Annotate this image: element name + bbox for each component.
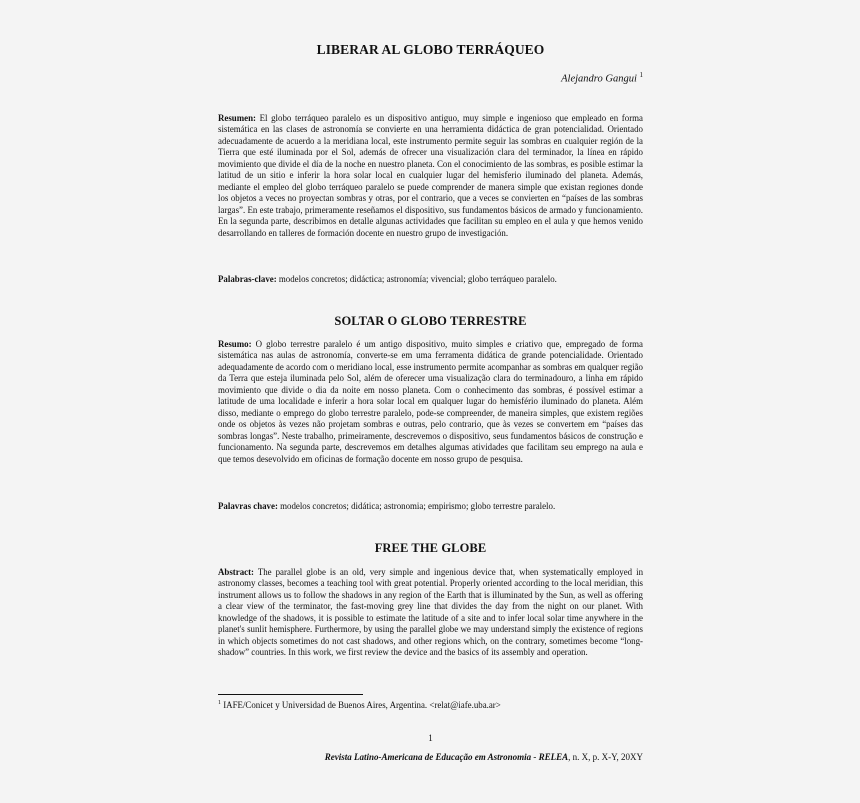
resumo-paragraph xyxy=(218,339,643,465)
palabras-clave-section xyxy=(218,274,643,285)
abstract-section xyxy=(218,567,643,659)
title-english: FREE THE GLOBE xyxy=(374,541,487,555)
title-spanish: LIBERAR AL GLOBO TERRÁQUEO xyxy=(316,42,545,57)
page-number: 1 xyxy=(428,733,433,743)
journal-info: , n. X, p. X-Y, 20XY xyxy=(568,752,643,762)
footnote-text: IAFE/Conicet y Universidad de Buenos Aires, Argentina. <relat@iafe.uba.ar> xyxy=(223,700,501,710)
journal-reference xyxy=(325,752,643,762)
resumo-label: Resumo: xyxy=(218,339,252,349)
resumo-text: O globo terrestre paralelo é um antigo dispositivo, muito simples e criativo que, empregado de forma sistemática nas aulas de astronomía, converte-se em uma ferramenta didática de grande potencialidade. Orientado adequadamente de acordo com o meridiano local, esse instrumento permite acompanhar as sombras em qualquer região da Terra que esteja iluminada pelo Sol, além de oferecer uma visualização clara do terminadouro, a linha em rápido movimiento que divide o dia da noite em nosso planeta. Com o conhecimento das sombras, é possível estimar a latitude de uma localidade e inferir a hora solar local em qualquer lugar do hemisfério iluminado do planeta. Além disso, mediante o emprego do globo terrestre paralelo, pode-se compreender, de maneira simples, que existem regiões onde os objetos às vezes não projetam sombras e outras, pelo contrario, que às vezes se convertem em “países das sombras longas”. Neste trabalho, primeiramente, descrevemos o dispositivo, seus fundamentos básicos de construção e funcionamento. Na segunda parte, descrevemos em detalhes algumas atividades que facilitam seu emprego na aula e que temos desevolvido em oficinas de formação docente em nosso grupo de pesquisa. xyxy=(218,339,643,464)
resumo-section xyxy=(218,339,643,465)
title-portuguese: SOLTAR O GLOBO TERRESTRE xyxy=(334,314,527,328)
palabras-clave xyxy=(218,274,643,285)
resumen-label: Resumen: xyxy=(218,113,256,123)
palavras-chave-section xyxy=(218,501,643,512)
palabras-clave-label: Palabras-clave: xyxy=(218,274,277,284)
journal-name: Revista Latino-Americana de Educação em Astronomia - RELEA xyxy=(324,752,569,762)
palavras-chave-label: Palavras chave: xyxy=(218,501,278,511)
abstract-text: The parallel globe is an old, very simple and ingenious device that, when systematically employed in astronomy classes, becomes a teaching tool with great potential. Properly oriented according to the local meridian, this instrument allows us to follow the shadows in any region of the Earth that is illuminated by the Sun, as well as offering a clear view of the terminator, the fast-moving grey line that divides the day from the night on our planet. With knowledge of the shadows, it is possible to estimate the latitude of a site and to infer local solar time anywhere in the planet's sunlit hemisphere. Furthermore, by using the parallel globe we may understand simply the existence of regions in which objects sometimes do not cast shadows, and other regions which, on the contrary, sometimes become “long-shadow” countries. In this work, we first review the device and the basics of its assembly and operation. xyxy=(218,567,644,658)
palavras-chave xyxy=(218,501,643,512)
author-footnote-mark: 1 xyxy=(639,71,643,79)
resumen-text: El globo terráqueo paralelo es un dispositivo antiguo, muy simple e ingenioso que empleado en forma sistemática en las clases de astronomía se convierte en una herramienta didáctica de gran potencialidad. Orientado adecuadamente de acuerdo a la meridiana local, este instrumento permite seguir las sombras en cualquier región de la Tierra que esté iluminada por el Sol, además de ofrecer una visualización clara del terminador, la línea en rápido movimiento que divide el día de la noche en nuestro planeta. Con el conocimiento de las sombras, es posible estimar la latitud de un sitio e inferir la hora solar local en cualquier lugar del hemisferio iluminado del planeta. Además, mediante el empleo del globo terráqueo paralelo se puede comprender de manera simple que existan regiones donde los objetos a veces no proyectan sombras y otras, por el contrario, que a veces se convierten en “países de las sombras largas”. En este trabajo, primeramente reseñamos el dispositivo, sus fundamentos básicos de armado y funcionamiento. En la segunda parte, describimos en detalle algunas actividades que facilitan su empleo en el aula y que hemos venido desarrollando en talleres de formación docente en nuestro grupo de investigación. xyxy=(218,113,643,238)
author-name: Alejandro Gangui xyxy=(561,73,637,85)
footnote-mark: 1 xyxy=(218,700,221,707)
resumen-section xyxy=(218,113,643,239)
palabras-clave-text: modelos concretos; didáctica; astronomía; vivencial; globo terráqueo paralelo. xyxy=(278,274,557,284)
abstract-paragraph xyxy=(218,567,643,659)
author xyxy=(561,71,643,85)
footnote xyxy=(218,700,501,710)
palavras-chave-text: modelos concretos; didática; astronomia; empirismo; globo terrestre paralelo. xyxy=(280,501,556,511)
footnote-divider xyxy=(218,694,363,695)
abstract-label: Abstract: xyxy=(218,567,254,577)
resumen-paragraph xyxy=(218,113,643,239)
